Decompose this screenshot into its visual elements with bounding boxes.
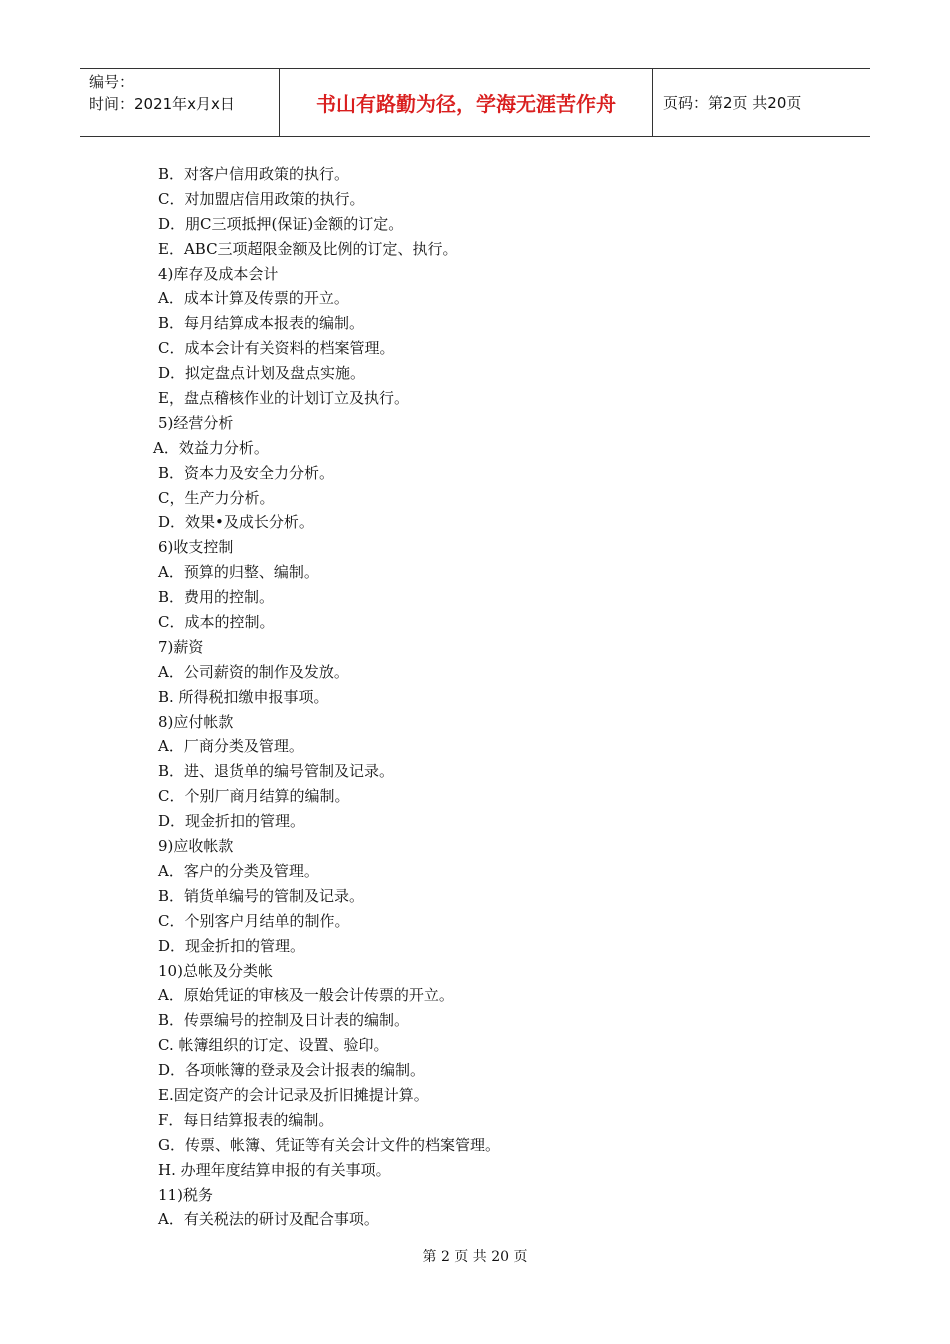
text-line: A．厂商分类及管理。	[158, 737, 304, 756]
text-line: A．公司薪资的制作及发放。	[158, 662, 349, 681]
text-line: B．费用的控制。	[158, 588, 275, 607]
text-line: 6)收支控制	[158, 538, 234, 557]
text-line: B．每月结算成本报表的编制。	[158, 314, 365, 333]
document-body	[153, 162, 858, 1232]
text-line: D．各项帐簿的登录及会计报表的编制。	[158, 1061, 426, 1080]
text-line: C．个别客户月结单的制作。	[158, 911, 350, 930]
text-line: B．对客户信用政策的执行。	[158, 165, 350, 183]
text-line: 5)经营分析	[158, 413, 234, 432]
text-line: 4)库存及成本会计	[158, 264, 279, 283]
text-line: B．资本力及安全力分析。	[158, 463, 335, 482]
text-line: D．现金折扣的管理。	[158, 812, 306, 831]
text-line: C．成本会计有关资料的档案管理。	[158, 339, 395, 358]
text-line: A．成本计算及传票的开立。	[158, 289, 349, 308]
text-line: D．朋C三项抵押(保证)金额的订定。	[158, 214, 404, 233]
text-line: A．有关税法的研讨及配合事项。	[158, 1210, 379, 1229]
text-line: B．进、退货单的编号管制及记录。	[158, 762, 395, 781]
text-line: C，生产力分析。	[158, 488, 275, 507]
text-line: G．传票、帐簿、凭证等有关会计文件的档案管理。	[158, 1135, 500, 1154]
text-line: B．销货单编号的管制及记录。	[158, 886, 365, 905]
text-line: E．ABC三项超限金额及比例的订定、执行。	[158, 239, 458, 258]
text-line: A．原始凭证的审核及一般会计传票的开立。	[158, 986, 454, 1005]
text-line: 7)薪资	[158, 637, 204, 656]
text-line: 8)应付帐款	[158, 712, 234, 731]
page-header	[80, 68, 870, 137]
text-line: C．个别厂商月结算的编制。	[158, 787, 350, 806]
text-line: C．对加盟店信用政策的执行。	[158, 189, 365, 208]
text-line: 11)税务	[158, 1185, 213, 1204]
header-page-info: 页码：第2页 共20页	[663, 94, 802, 112]
number-label: 编号：	[89, 73, 135, 91]
text-line: D．效果•及成长分析。	[158, 513, 314, 532]
text-line: F．每日结算报表的编制。	[158, 1110, 334, 1129]
header-meta	[80, 69, 280, 136]
text-line: 10)总帐及分类帐	[158, 961, 273, 980]
text-line: A．效益力分析。	[153, 438, 269, 457]
page-footer: 第 2 页 共 20 页	[422, 1249, 528, 1265]
text-line: B．传票编号的控制及日计表的编制。	[158, 1011, 410, 1030]
text-line: C. 帐簿组织的订定、设置、验印。	[158, 1036, 389, 1055]
text-line: C．成本的控制。	[158, 613, 275, 632]
text-line: A．客户的分类及管理。	[158, 861, 319, 880]
text-line: D．现金折扣的管理。	[158, 936, 306, 955]
text-line: 9)应收帐款	[158, 837, 234, 856]
text-line: A．预算的归整、编制。	[158, 563, 319, 582]
text-line: D．拟定盘点计划及盘点实施。	[158, 364, 366, 383]
header-motto: 书山有路勤为径，学海无涯苦作舟	[280, 69, 653, 136]
text-line: E.固定资产的会计记录及折旧摊提计算。	[158, 1085, 429, 1104]
text-line: H. 办理年度结算申报的有关事项。	[158, 1160, 391, 1179]
time-label: 时间：2021年x月x日	[89, 95, 235, 113]
text-line: B. 所得税扣缴申报事项。	[158, 687, 329, 706]
text-line: E，盘点稽核作业的计划订立及执行。	[158, 389, 409, 408]
